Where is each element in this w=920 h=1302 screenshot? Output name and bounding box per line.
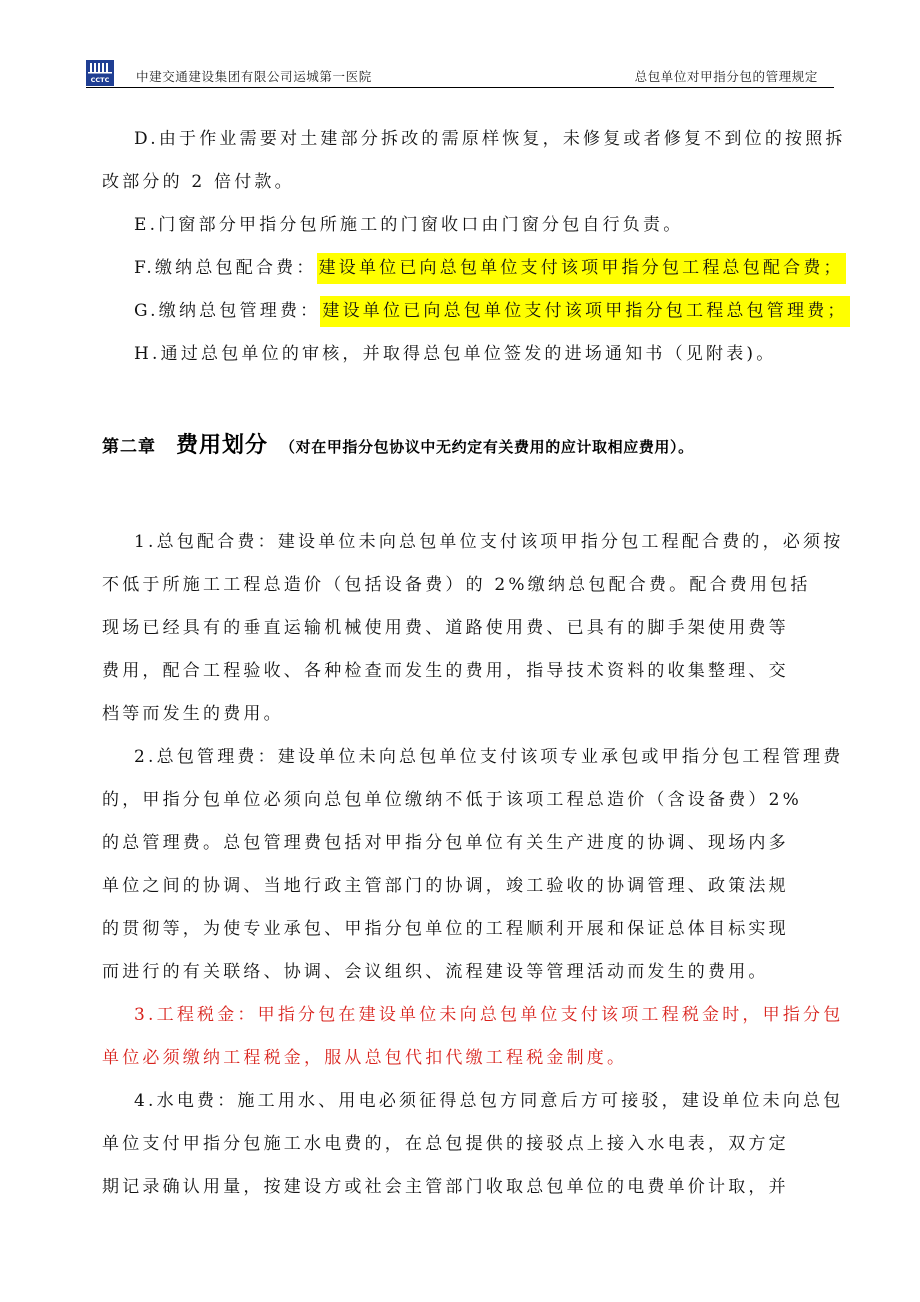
item-3-line-2: 单位必须缴纳工程税金，服从总包代扣代缴工程税金制度。 <box>102 1048 628 1068</box>
item-2-line-3: 的总管理费。总包管理费包括对甲指分包单位有关生产进度的协调、现场内多 <box>102 833 789 853</box>
item-1-line-1: 1.总包配合费：建设单位未向总包单位支付该项甲指分包工程配合费的，必须按 <box>134 532 844 552</box>
item-g-line <box>134 299 850 323</box>
item-1-line-3: 现场已经具有的垂直运输机械使用费、道路使用费、已具有的脚手架使用费等 <box>102 618 789 638</box>
item-2-line-1: 2.总包管理费：建设单位未向总包单位支付该项专业承包或甲指分包工程管理费 <box>134 747 844 767</box>
item-f-highlight: 建设单位已向总包单位支付该项甲指分包工程总包配合费； <box>317 253 846 284</box>
item-g-highlight: 建设单位已向总包单位支付该项甲指分包工程总包管理费； <box>320 296 849 327</box>
item-1-line-4: 费用，配合工程验收、各种检查而发生的费用，指导技术资料的收集整理、交 <box>102 661 789 681</box>
chapter-title: 费用划分 <box>176 433 269 458</box>
logo-text: CCTC <box>90 76 110 84</box>
item-3-line-1: 3.工程税金：甲指分包在建设单位未向总包单位支付该项工程税金时，甲指分包 <box>134 1005 844 1025</box>
chapter-heading <box>102 428 694 459</box>
item-1-line-5: 档等而发生的费用。 <box>102 704 284 724</box>
item-4-line-1: 4.水电费：施工用水、用电必须征得总包方同意后方可接驳，建设单位未向总包 <box>134 1091 844 1111</box>
item-g-label: G.缴纳总包管理费： <box>134 301 321 321</box>
chapter-note: （对在甲指分包协议中无约定有关费用的应计取相应费用）。 <box>280 438 694 456</box>
item-d-line-2: 改部分的 2 倍付款。 <box>102 172 295 192</box>
chapter-number: 第二章 <box>102 437 156 457</box>
item-2-line-4: 单位之间的协调、当地行政主管部门的协调，竣工验收的协调管理、政策法规 <box>102 876 789 896</box>
item-f-label: F.缴纳总包配合费： <box>134 258 317 278</box>
header-document-title: 总包单位对甲指分包的管理规定 <box>634 69 818 84</box>
item-2-line-2: 的，甲指分包单位必须向总包单位缴纳不低于该项工程总造价（含设备费）2% <box>102 790 802 810</box>
item-2-line-6: 而进行的有关联络、协调、会议组织、流程建设等管理活动而发生的费用。 <box>102 962 769 982</box>
item-h-line-1: H.通过总包单位的审核，并取得总包单位签发的进场通知书（见附表)。 <box>134 344 777 364</box>
item-e-line-1: E.门窗部分甲指分包所施工的门窗收口由门窗分包自行负责。 <box>134 215 684 235</box>
item-2-line-5: 的贯彻等，为使专业承包、甲指分包单位的工程顺利开展和保证总体目标实现 <box>102 919 789 939</box>
item-4-line-2: 单位支付甲指分包施工水电费的，在总包提供的接驳点上接入水电表，双方定 <box>102 1134 789 1154</box>
item-d-line-1: D.由于作业需要对土建部分拆改的需原样恢复，未修复或者修复不到位的按照拆 <box>134 129 846 149</box>
header-company-name: 中建交通建设集团有限公司运城第一医院 <box>136 69 372 84</box>
item-f-line <box>134 256 846 280</box>
item-1-line-2: 不低于所施工工程总造价（包括设备费）的 2%缴纳总包配合费。配合费用包括 <box>102 575 811 595</box>
item-4-line-3: 期记录确认用量，按建设方或社会主管部门收取总包单位的电费单价计取，并 <box>102 1177 789 1197</box>
